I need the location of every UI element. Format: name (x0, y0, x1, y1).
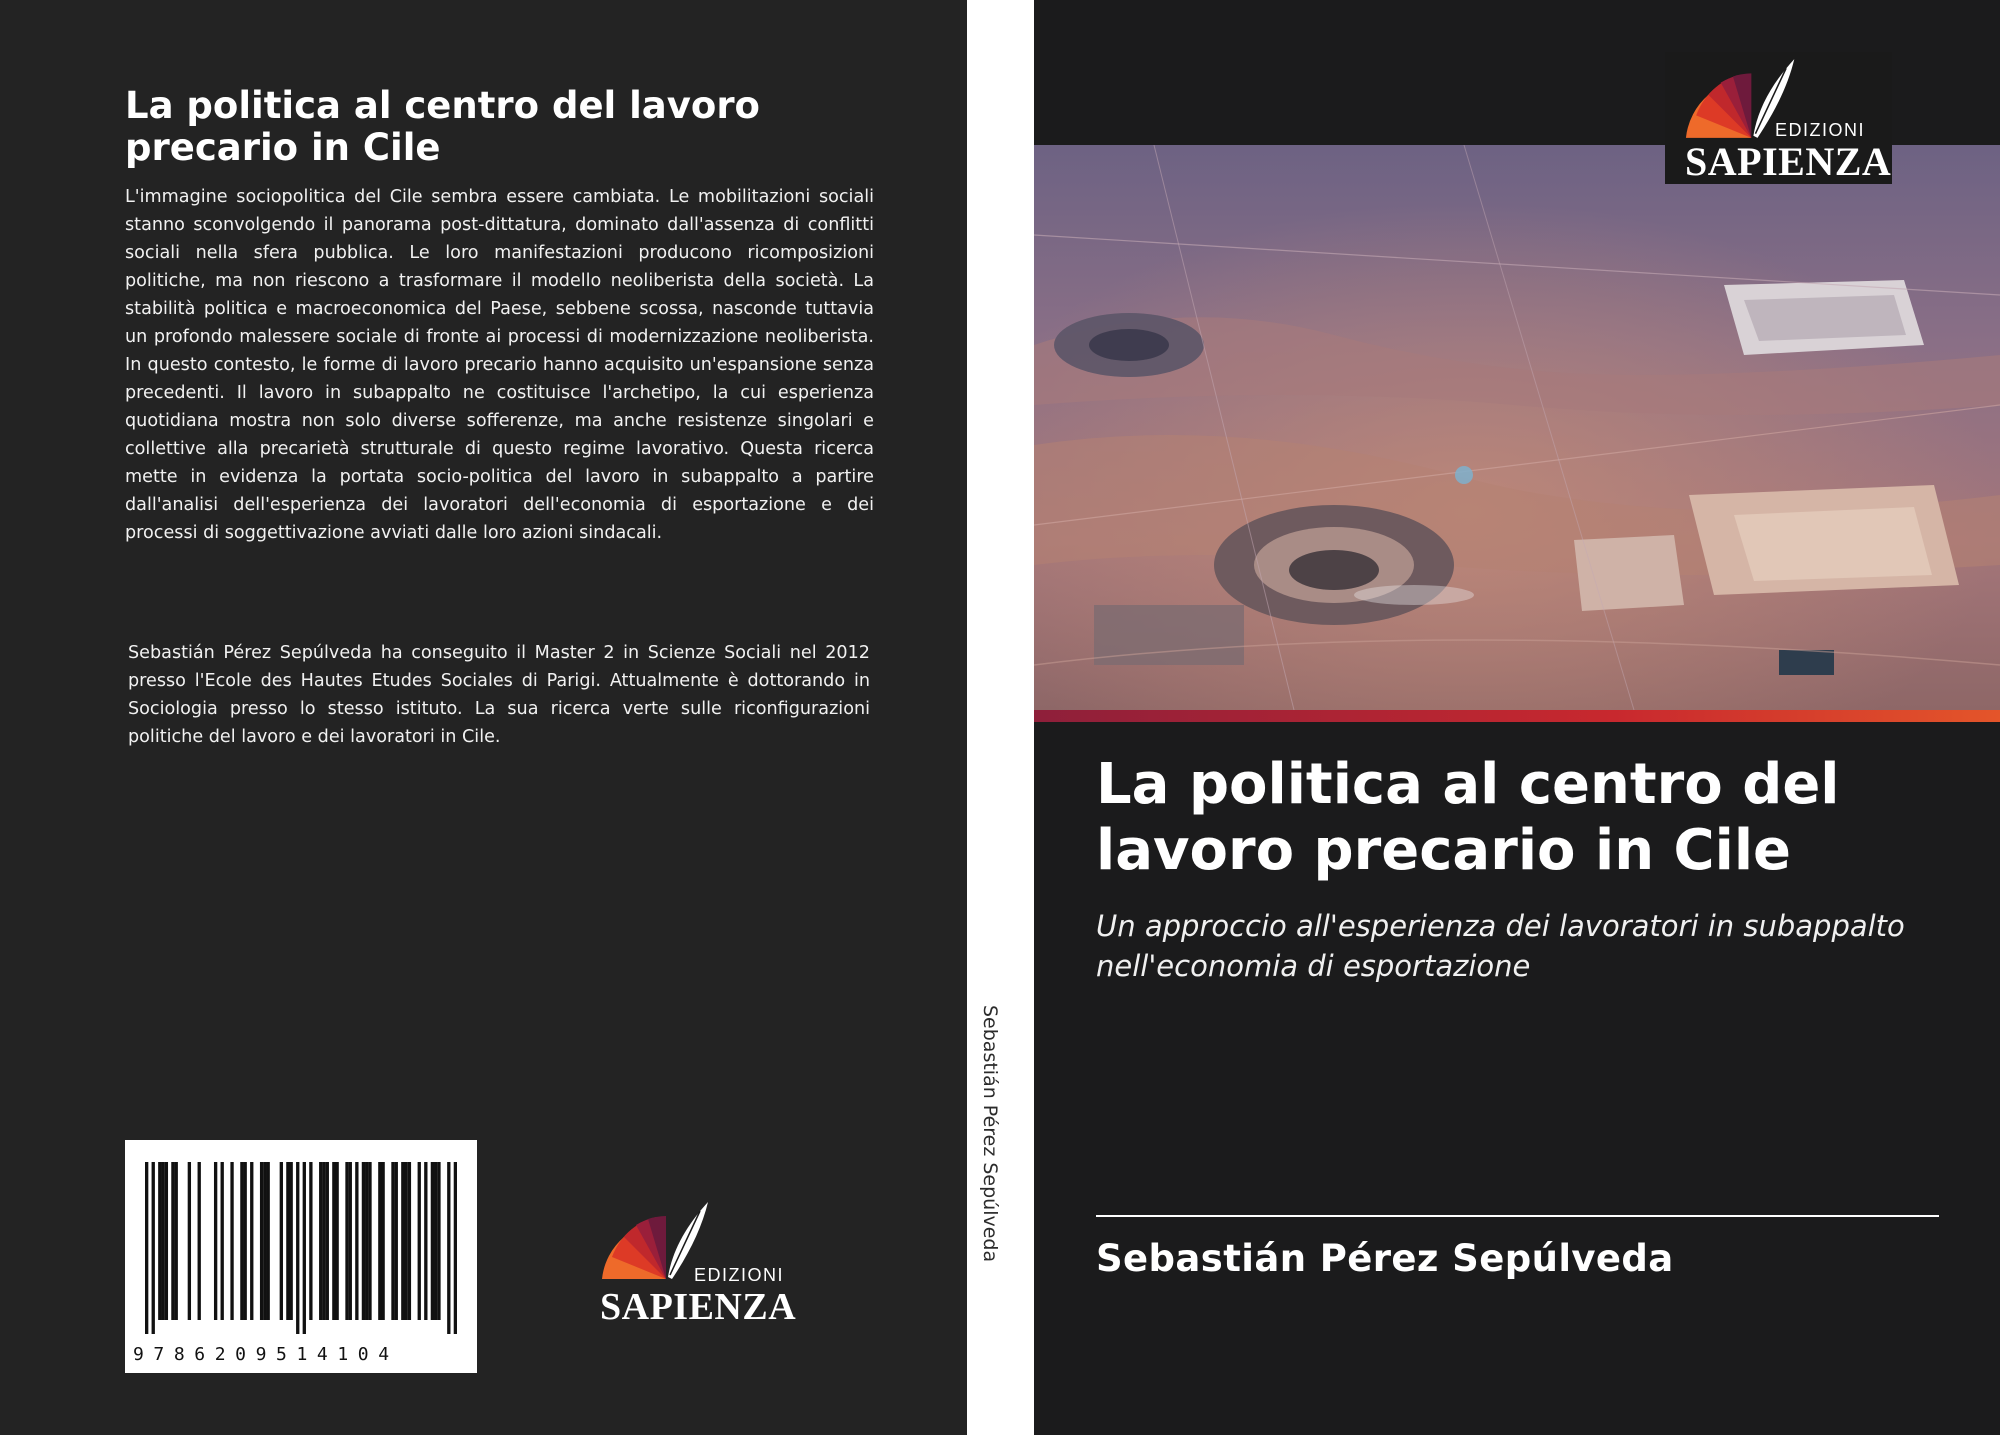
barcode-bar (418, 1162, 421, 1320)
barcode-bar (296, 1162, 299, 1334)
publisher-sapienza: SAPIENZA (600, 1286, 797, 1328)
front-author: Sebastián Pérez Sepúlveda (1096, 1237, 1674, 1280)
front-title: La politica al centro del lavoro precario in Cile (1096, 752, 1840, 883)
author-bio: Sebastián Pérez Sepúlveda ha conseguito il Master 2 in Scienze Sociali nel 2012 presso l'Ecole des Hautes Etudes Sociales di Parigi. Attualmente è dottorando in Sociologia presso lo stesso istituto. La sua ricerca verte sulle riconfigurazioni politiche del lavoro e dei lavoratori in Cile. (128, 643, 870, 747)
barcode-bar (165, 1162, 168, 1320)
publisher-edizioni: EDIZIONI (694, 1265, 785, 1285)
barcode-bar (230, 1162, 233, 1320)
publisher-sapienza: SAPIENZA (1685, 139, 1892, 184)
barcode-bar (198, 1162, 201, 1320)
barcode-bar (171, 1162, 174, 1320)
barcode-bar (434, 1162, 437, 1320)
barcode-bar (240, 1162, 243, 1320)
barcode-bar (391, 1162, 394, 1320)
barcode-bar (431, 1162, 434, 1320)
barcode-bar (332, 1162, 335, 1320)
barcode-bar (368, 1162, 371, 1320)
spine-author: Sebastián Pérez Sepúlveda (979, 1005, 1001, 1263)
isbn-digits: 9786209514104 (133, 1344, 399, 1365)
back-cover-blurb: L'immagine sociopolitica del Cile sembra essere cambiata. Le mobilitazioni sociali stanno sconvolgendo il panorama post-dittatura, dominato dall'assenza di conflitti sociali nella sfera pubblica. Le loro manifestazioni producono ricomposizioni politiche, ma non riescono a trasformare il modello neoliberista della società. La stabilità politica e macroeconomica del Paese, sebbene scossa, nasconde tuttavia un profondo malessere sociale di fronte ai processi di modernizzazione neoliberista. In questo contesto, le forme di lavoro precario hanno acquisito un'espansione senza precedenti. Il lavoro in subappalto ne costituisce l'archetipo, la cui esperienza quotidiana mostra non solo diverse sofferenze, ma anche resistenze singolari e collettive alla precarietà strutturale di questo regime lavorativo. Questa ricerca mette in evidenza la portata socio-politica del lavoro in subappalto a partire dall'analisi dell'esperienza dei lavoratori dell'economia di esportazione e dei processi di soggettivazione avviati dalle loro azioni sindacali. (125, 187, 874, 543)
barcode-bar (161, 1162, 164, 1320)
barcode-bar (408, 1162, 411, 1320)
barcode-bar (158, 1162, 161, 1320)
barcode-bar (395, 1162, 398, 1320)
barcode-bar (447, 1162, 450, 1334)
barcode-bar (365, 1162, 368, 1320)
barcode-bar (309, 1162, 312, 1320)
barcode-bar (152, 1162, 155, 1334)
barcode-bar (437, 1162, 440, 1320)
barcode-bar (290, 1162, 293, 1320)
barcode-bar (362, 1162, 365, 1320)
barcode-bar (221, 1162, 224, 1320)
barcode-bar (326, 1162, 329, 1320)
barcode-bar (267, 1162, 270, 1320)
publisher-edizioni: EDIZIONI (1775, 120, 1866, 140)
barcode-bar (214, 1162, 217, 1320)
barcode-bar (335, 1162, 338, 1320)
divider-line (1096, 1215, 1939, 1217)
cover-image-aerial-mine (1034, 145, 2000, 710)
publisher-logo-front (1665, 52, 1892, 184)
barcode-bar (345, 1162, 348, 1320)
barcode-bar (319, 1162, 322, 1320)
barcode-bar (404, 1162, 407, 1320)
barcode-bar (322, 1162, 325, 1320)
barcode-bar (175, 1162, 178, 1320)
barcode-bar (286, 1162, 289, 1320)
back-cover-title: La politica al centro del lavoro precario in Cile (125, 84, 760, 169)
front-subtitle: Un approccio all'esperienza dei lavoratori in subappalto nell'economia di esportazione (1096, 909, 1905, 983)
barcode-bar (263, 1162, 266, 1320)
barcode-bars (145, 1162, 457, 1334)
barcode-bar (145, 1162, 148, 1334)
barcode-bar (454, 1162, 457, 1334)
barcode-bar (381, 1162, 384, 1320)
isbn-barcode (125, 1140, 477, 1373)
barcode-bar (349, 1162, 352, 1320)
barcode-bar (244, 1162, 247, 1320)
publisher-logo-back (590, 1197, 808, 1327)
barcode-bar (188, 1162, 191, 1320)
accent-bar (1034, 710, 2000, 722)
barcode-bar (260, 1162, 263, 1320)
barcode-bar (355, 1162, 358, 1320)
quill-pen-fan-icon (590, 1197, 710, 1287)
barcode-bar (303, 1162, 306, 1334)
barcode-bar (250, 1162, 253, 1320)
barcode-bar (280, 1162, 283, 1320)
barcode-bar (424, 1162, 427, 1320)
barcode-bar (378, 1162, 381, 1320)
barcode-bar (401, 1162, 404, 1320)
